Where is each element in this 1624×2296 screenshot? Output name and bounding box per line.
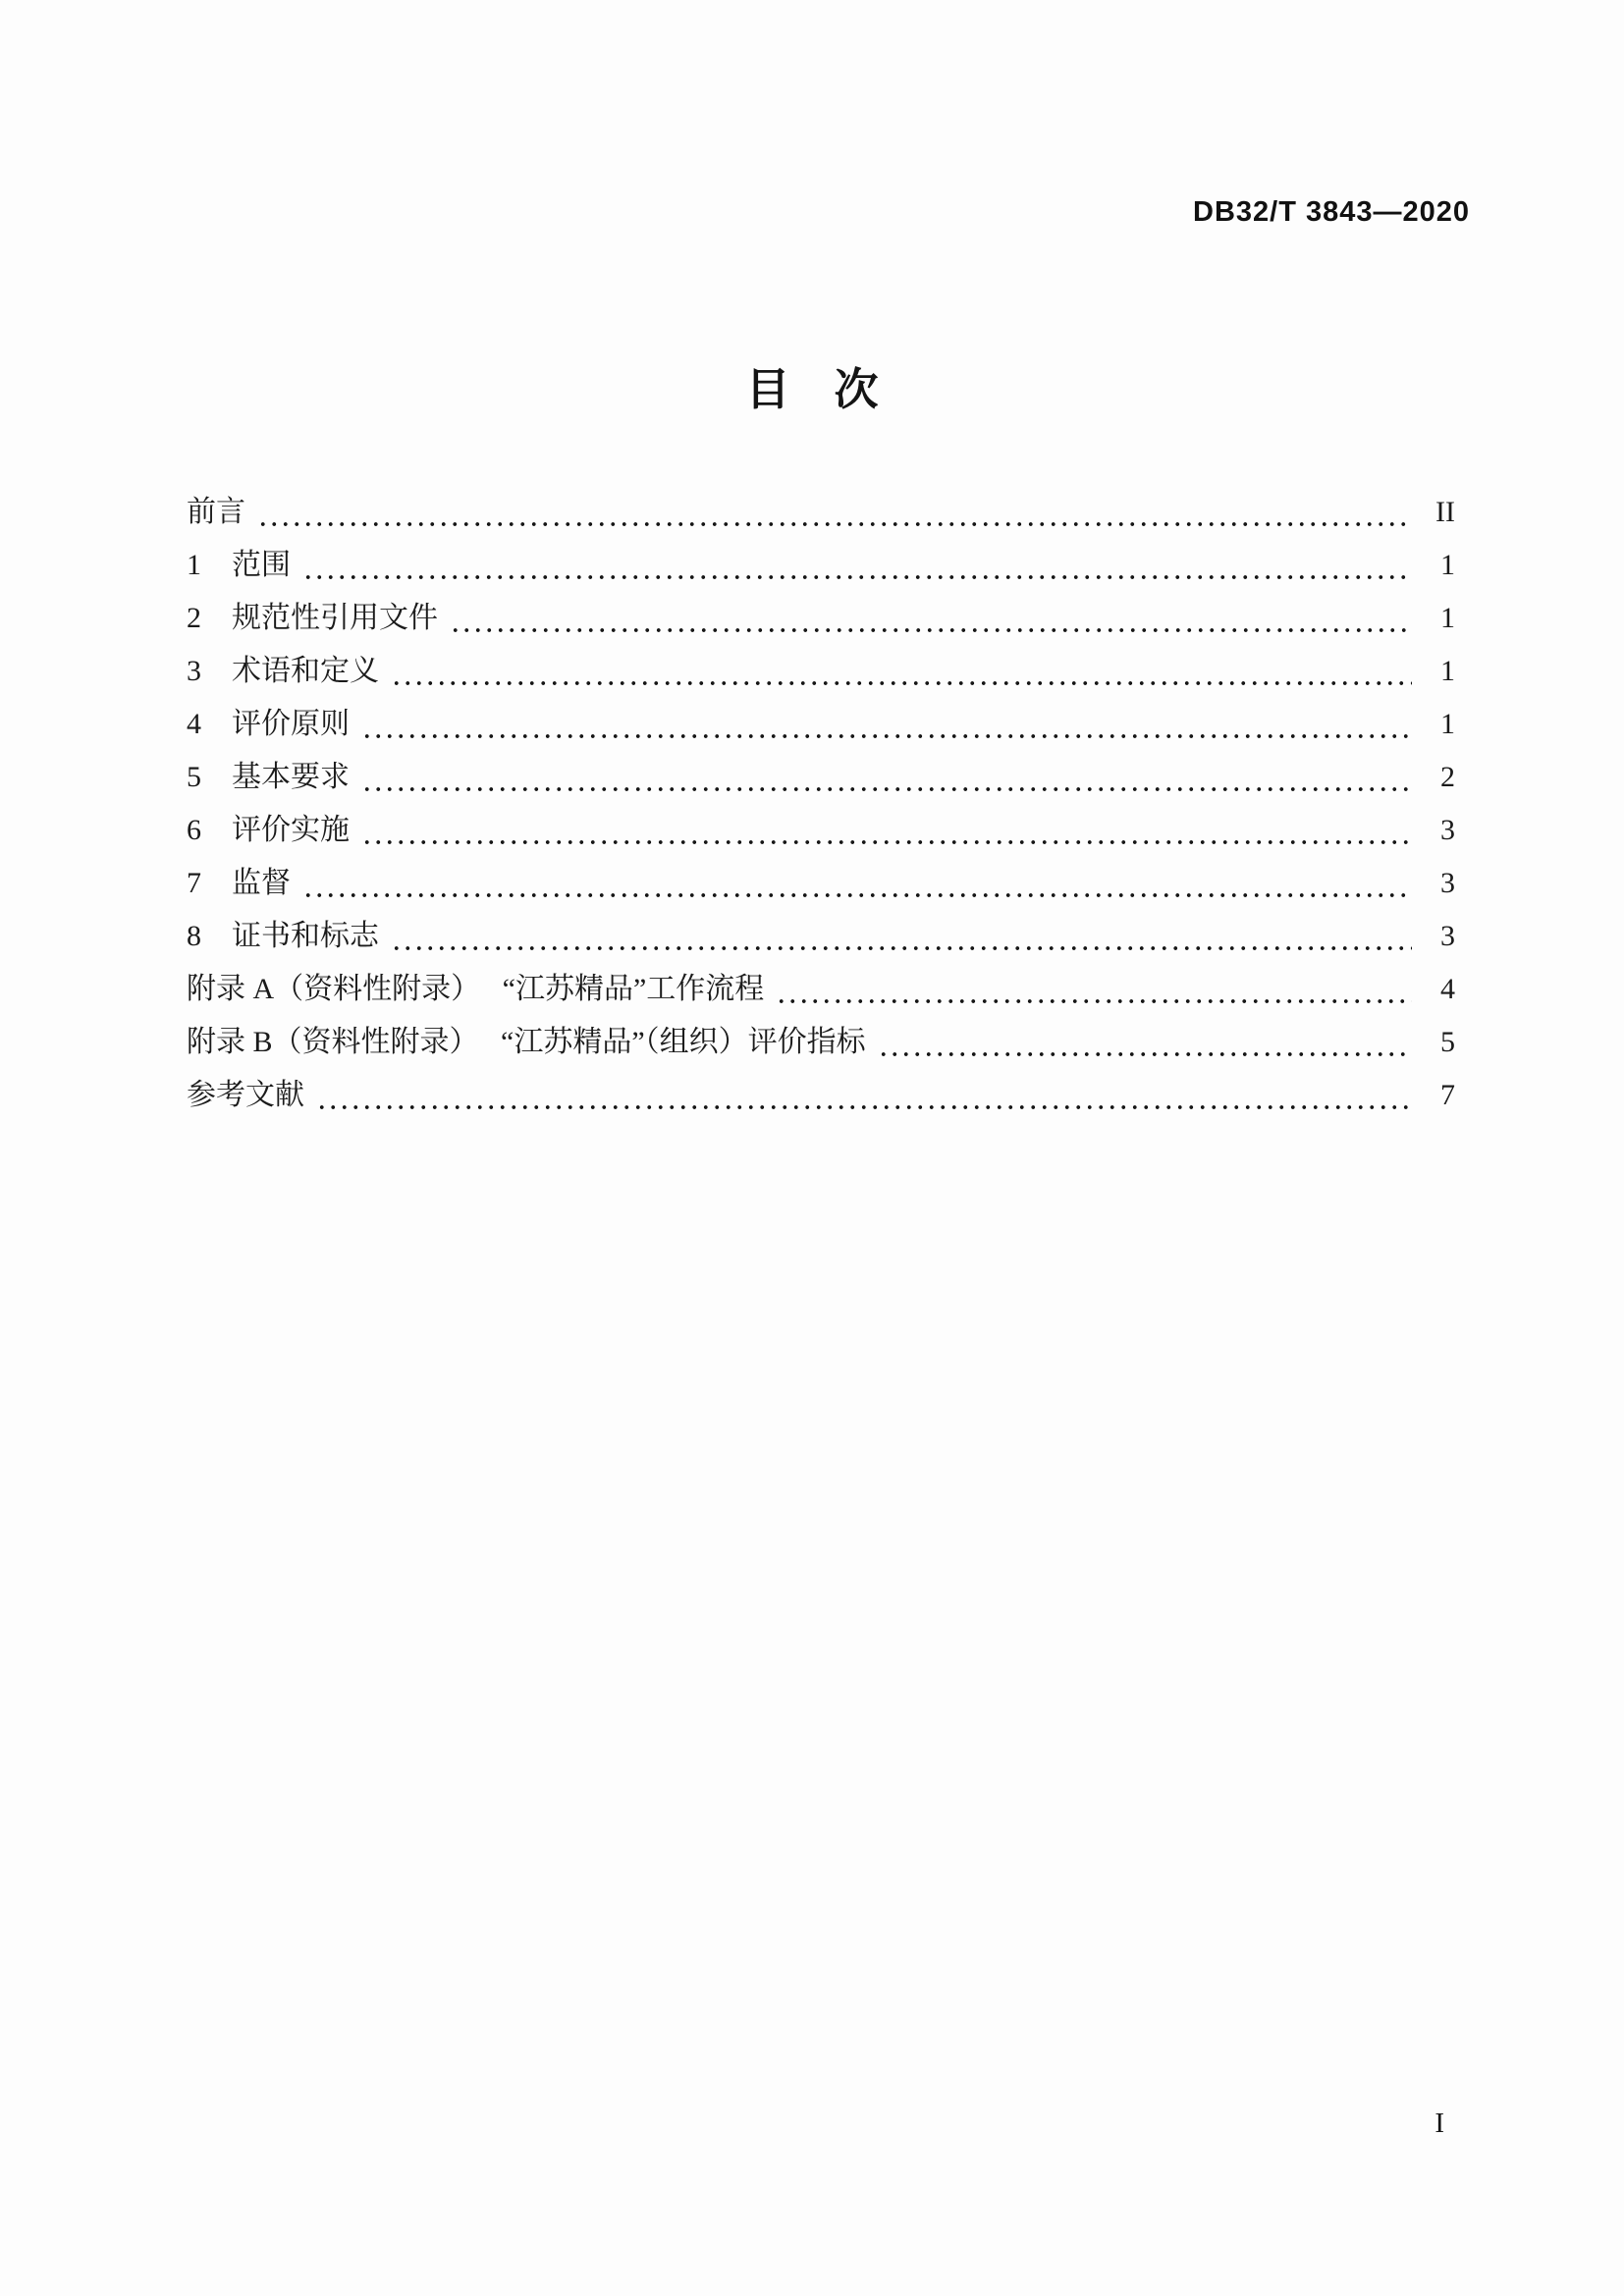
toc-entry [187,698,1455,751]
toc-entry-number: 7 [187,867,201,899]
toc-entry-number: 8 [187,920,201,952]
doc-code: DB32/T 3843—2020 [1193,196,1470,228]
page-title: 目 次 [745,364,879,414]
toc-entry [187,804,1455,857]
dot-leader [391,910,1412,963]
toc-entry-label: 证书和标志 [232,920,379,952]
toc-entry-number: 1 [187,549,201,581]
toc-entry-number: 5 [187,761,201,793]
toc-entry-label: 附录 A（资料性附录） “江苏精品”工作流程 [187,973,765,1005]
toc-entry [187,963,1455,1016]
toc-entry-label: 术语和定义 [232,655,379,687]
toc-entry-page: 7 [1440,1079,1455,1111]
toc-entry-label: 前言 [187,496,245,528]
toc-entry-number: 3 [187,655,201,687]
toc-entry-number: 2 [187,602,201,634]
dot-leader [302,857,1412,910]
toc-entry-page: II [1435,496,1455,528]
dot-leader [450,592,1412,645]
toc-entry [187,1069,1455,1122]
toc-entry-label: 基本要求 [232,761,350,793]
toc-entry-page: 1 [1440,708,1455,740]
toc-entry-page: 1 [1440,549,1455,581]
dot-leader [878,1016,1412,1069]
dot-leader [361,804,1412,857]
toc-entry-label: 范围 [232,549,291,581]
toc-entry-page: 2 [1440,761,1455,793]
toc-entry-page: 4 [1440,973,1455,1005]
dot-leader [391,645,1412,698]
toc-entry [187,751,1455,804]
toc-entry-page: 1 [1440,602,1455,634]
toc-entry-page: 3 [1440,920,1455,952]
toc-entry [187,910,1455,963]
toc-entry [187,592,1455,645]
toc-entry-number: 4 [187,708,201,740]
dot-leader [361,751,1412,804]
toc-entry [187,1016,1455,1069]
toc-entry-label: 评价实施 [232,814,350,846]
toc-entry-page: 5 [1440,1026,1455,1058]
toc-entry-page: 3 [1440,814,1455,846]
dot-leader [302,539,1412,592]
toc-entry [187,857,1455,910]
toc-entry-label: 参考文献 [187,1079,304,1111]
toc-entry [187,539,1455,592]
footer-page-number: I [1435,2108,1444,2139]
toc-entry-page: 3 [1440,867,1455,899]
toc-entry-label: 监督 [232,867,291,899]
toc-entry-label: 规范性引用文件 [232,602,438,634]
toc-entry [187,486,1455,539]
toc-entry-label: 附录 B（资料性附录） “江苏精品”（组织）评价指标 [187,1026,866,1058]
dot-leader [361,698,1412,751]
dot-leader [257,486,1412,539]
toc-entry [187,645,1455,698]
dot-leader [316,1069,1412,1122]
toc-entry-label: 评价原则 [232,708,350,740]
dot-leader [776,963,1412,1016]
table-of-contents [187,486,1455,1122]
toc-entry-number: 6 [187,814,201,846]
toc-entry-page: 1 [1440,655,1455,687]
